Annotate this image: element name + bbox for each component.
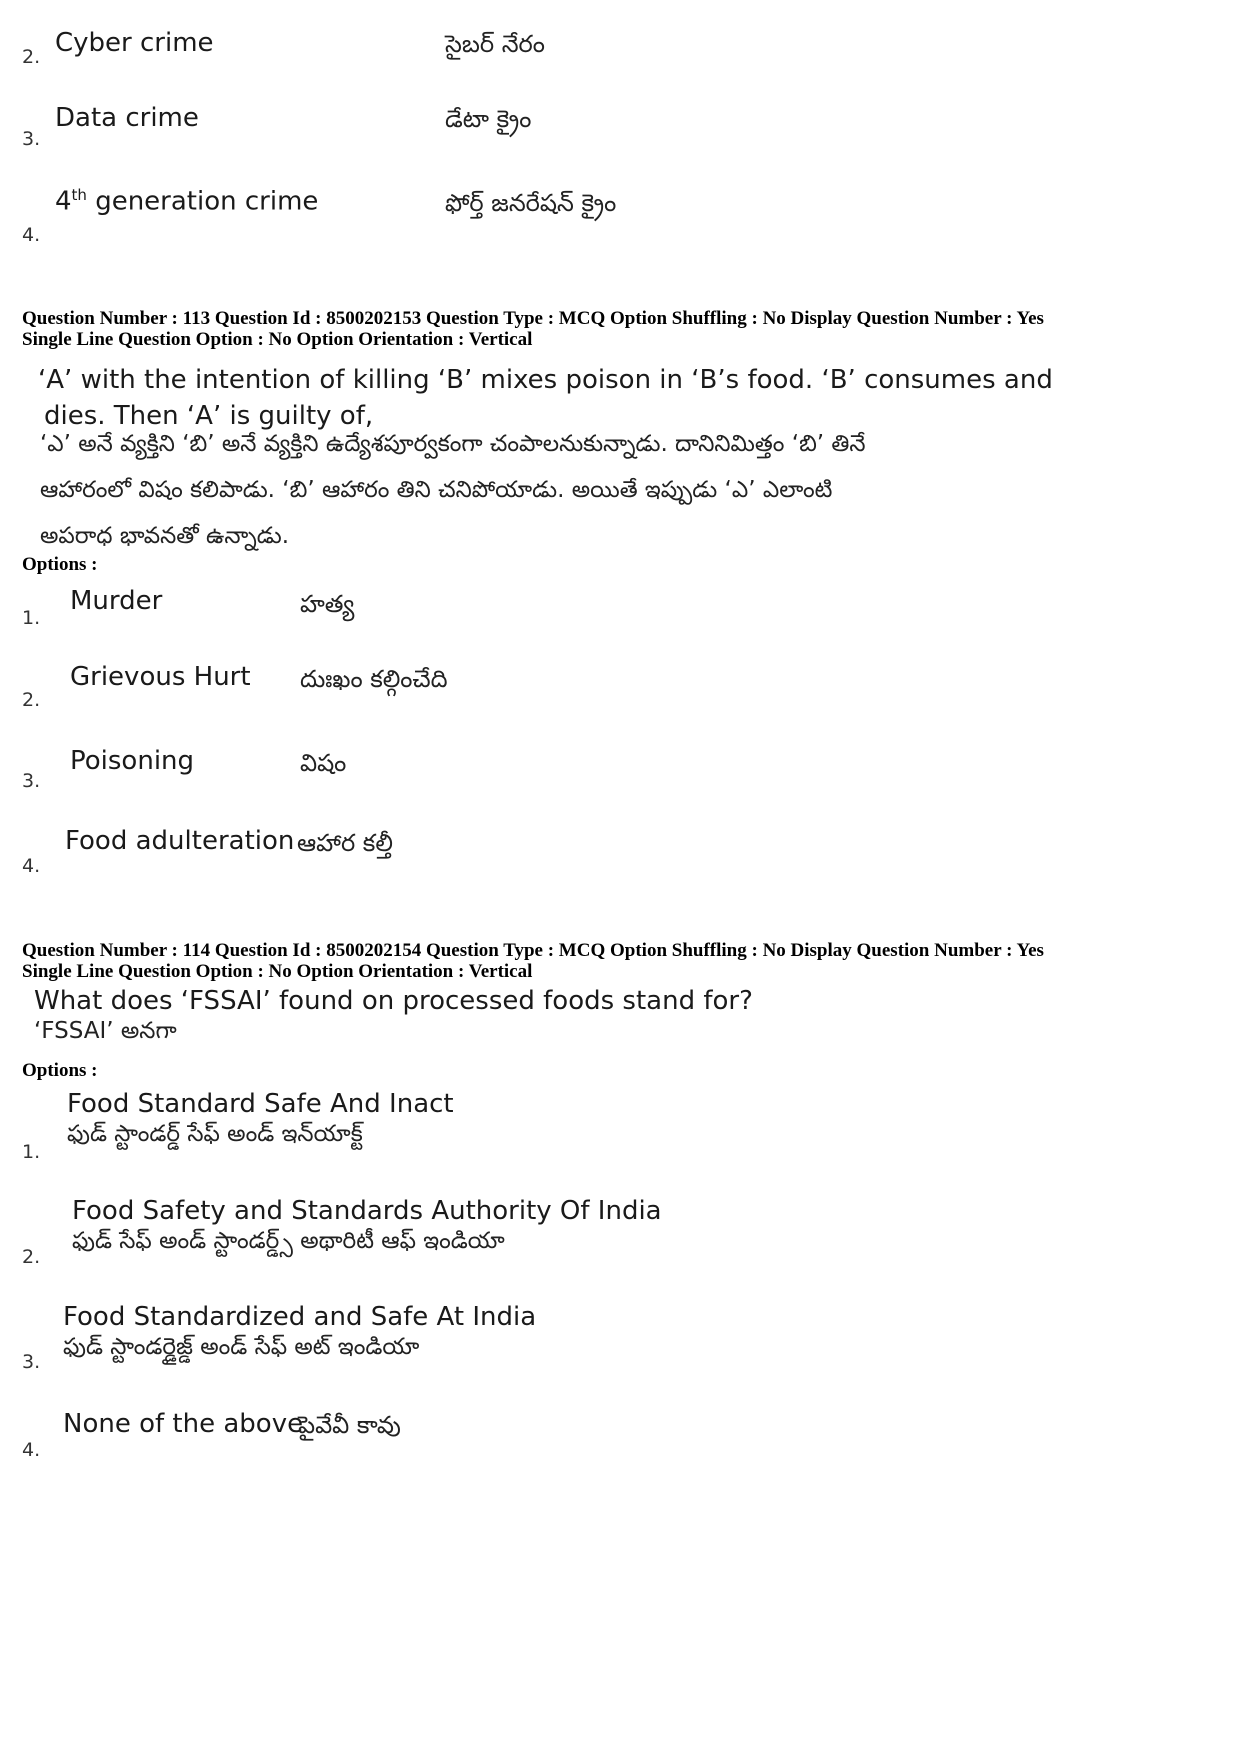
q114-option-3-number: 3. <box>22 1351 41 1373</box>
q113-question-telugu <box>40 421 866 559</box>
q113-option-1-telugu: హత్య <box>300 590 355 618</box>
q113-question-telugu-line2: ఆహారంలో విషం కలిపాడు. ‘బి’ ఆహారం తిని చనిపోయాడు. అయితే ఇప్పుడు ‘ఎ’ ఎలాంటి <box>40 477 833 503</box>
prev-option-2-number: 2. <box>22 46 41 68</box>
q114-option-1-english: Food Standard Safe And Inact <box>67 1089 454 1119</box>
q114-option-2-english: Food Safety and Standards Authority Of India <box>72 1196 662 1226</box>
q113-option-3-english[interactable]: Poisoning <box>70 746 195 776</box>
q113-meta-line2: Single Line Question Option : No Option Orientation : Vertical <box>22 329 533 350</box>
prev-option-4-telugu: ఫోర్త్ జనరేషన్ క్రైం <box>445 189 617 217</box>
q114-option-3-english: Food Standardized and Safe At India <box>63 1302 537 1332</box>
q113-option-4-number: 4. <box>22 855 41 877</box>
q113-option-2-number: 2. <box>22 689 41 711</box>
q113-option-3-telugu: విషం <box>300 749 347 777</box>
q113-option-1-english[interactable]: Murder <box>70 586 163 616</box>
q113-option-2-english[interactable]: Grievous Hurt <box>70 662 251 692</box>
q113-options-label: Options : <box>22 554 98 575</box>
q114-option-2[interactable] <box>72 1196 662 1260</box>
prev-option-4-rest: generation crime <box>86 186 319 217</box>
q114-question-telugu: ‘FSSAI’ అనగా <box>34 1018 177 1044</box>
q114-option-2-number: 2. <box>22 1246 41 1268</box>
q113-option-3-number: 3. <box>22 770 41 792</box>
q114-question-english: What does ‘FSSAI’ found on processed foods stand for? <box>34 986 753 1016</box>
q114-meta <box>22 940 1044 982</box>
q114-option-1-number: 1. <box>22 1141 41 1163</box>
q113-question-telugu-line1: ‘ఎ’ అనే వ్యక్తిని ‘బి’ అనే వ్యక్తిని ఉద్యేశపూర్వకంగా చంపాలనుకున్నాడు. దానినిమిత్తం ‘బి’ తినే <box>40 431 866 457</box>
prev-option-4-base: 4 <box>55 186 72 217</box>
q114-option-4-telugu: పైవేవీ కావు <box>298 1411 401 1439</box>
q113-meta <box>22 308 1044 350</box>
q113-option-4-english[interactable]: Food adulteration <box>65 826 295 856</box>
q113-question-telugu-line3: అపరాధ భావనతో ఉన్నాడు. <box>40 523 290 549</box>
q113-option-4-telugu: ఆహార కల్తీ <box>297 829 393 857</box>
prev-option-3-telugu: డేటా క్రైం <box>445 105 532 133</box>
q113-question-english-line2: dies. Then ‘A’ is guilty of, <box>44 401 374 431</box>
q114-option-3-telugu: ఫుడ్ స్టాండర్డైజ్డ్ అండ్ సేఫ్ అట్ ఇండియా <box>63 1334 420 1360</box>
prev-option-4-number: 4. <box>22 224 41 246</box>
q113-option-2-telugu: దుఃఖం కల్గించేది <box>300 665 448 693</box>
prev-option-2-english: Cyber crime <box>55 28 214 58</box>
q113-meta-line1: Question Number : 113 Question Id : 8500202153 Question Type : MCQ Option Shuffling : No Display Question Number : Yes <box>22 308 1044 329</box>
q114-option-1-telugu: ఫుడ్ స్టాండర్డ్ సేఫ్ అండ్ ఇన్‌యాక్ట్ <box>67 1121 363 1147</box>
q114-options-label: Options : <box>22 1060 98 1081</box>
prev-option-2-telugu: సైబర్ నేరం <box>445 30 545 58</box>
q114-option-1[interactable] <box>67 1089 454 1153</box>
q114-option-4-number: 4. <box>22 1439 41 1461</box>
q114-meta-line2: Single Line Question Option : No Option Orientation : Vertical <box>22 961 533 982</box>
prev-option-4-superscript: th <box>71 186 87 204</box>
q114-option-2-telugu: ఫుడ్ సేఫ్ అండ్ స్టాండర్డ్స్ అథారిటీ ఆఫ్ ఇండియా <box>72 1228 505 1254</box>
prev-option-4-english <box>55 186 318 217</box>
q114-option-4-english[interactable]: None of the above <box>63 1409 304 1439</box>
q113-question-english-line1: ‘A’ with the intention of killing ‘B’ mixes poison in ‘B’s food. ‘B’ consumes and <box>38 365 1053 395</box>
prev-option-3-number: 3. <box>22 128 41 150</box>
q114-meta-line1: Question Number : 114 Question Id : 8500202154 Question Type : MCQ Option Shuffling : No Display Question Number : Yes <box>22 940 1044 961</box>
q113-option-1-number: 1. <box>22 607 41 629</box>
q114-option-3[interactable] <box>63 1302 536 1366</box>
prev-option-3-english: Data crime <box>55 103 199 133</box>
